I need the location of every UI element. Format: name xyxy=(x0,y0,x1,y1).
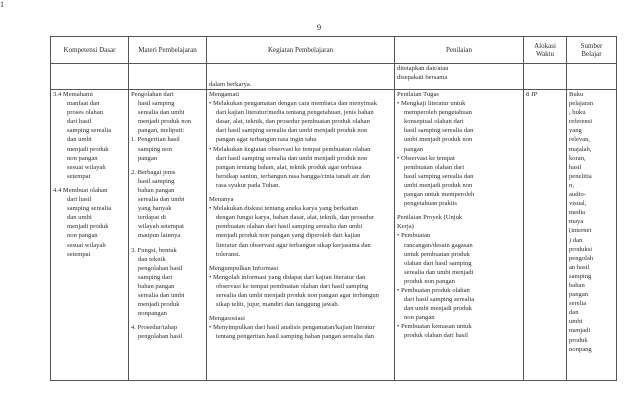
text-line: non pangan xyxy=(404,314,435,322)
text-line: dasar, alat, teknik, dan prosedur pembuatan produk olahan xyxy=(216,118,370,126)
text-line: samping serealia xyxy=(67,205,112,213)
text-line: n, xyxy=(569,181,574,189)
cont-penilaian-cell xyxy=(395,64,524,90)
text-line: literatur dan observasi agar terbangun sikap kerjasama dan xyxy=(216,241,371,249)
penilaian-cell xyxy=(395,90,524,381)
text-line: media xyxy=(569,209,586,217)
text-line: Kerja) xyxy=(397,223,414,231)
text-line: Pengolahan dari xyxy=(131,91,174,98)
text-line: • Pembuatan xyxy=(397,232,431,240)
kegiatan-cell xyxy=(207,90,395,381)
text-line: pangan xyxy=(138,154,158,162)
text-line: non pangan xyxy=(67,232,98,240)
text-line: sesuai wilayah xyxy=(67,163,106,171)
text-line: • Pembuatan kemasan untuk xyxy=(397,323,472,331)
header-penilaian: Penilaian xyxy=(395,37,524,64)
text-line: yang banyak xyxy=(138,205,172,213)
text-line: ) dan xyxy=(569,236,583,244)
text-line: konseptual olahan dari xyxy=(404,118,464,126)
header-alokasi-line: Alokasi xyxy=(534,41,556,50)
text-line: relevan, xyxy=(569,136,591,144)
text-line: • Menyimpulkan dari hasil analisis pengamatan/kajian literatur xyxy=(209,324,375,332)
text-line: serelia xyxy=(569,300,587,308)
cont-alokasi-cell xyxy=(524,64,567,90)
text-line: • Mengkaji literatur untuk xyxy=(397,100,466,108)
text-line: 3. Fungsi, bentuk xyxy=(131,246,177,254)
header-sumber-line: Sumber xyxy=(580,41,603,50)
text-line: • Melakukan diskusi tentang aneka karya yang berkaitan xyxy=(209,205,358,213)
text-line: dengan fungsi karya, bahan dasar, alat, teknik, dan prosedur xyxy=(216,214,374,222)
text-line: serealia dan umbi menjadi xyxy=(404,268,474,276)
text-line: hasil samping serealia dan xyxy=(404,127,474,135)
text-line: menjadi xyxy=(569,327,591,335)
text-line: pangan xyxy=(404,145,424,153)
text-line: menjadi produk non pangan yang diperoleh dari kajian xyxy=(216,232,361,240)
text-line: maupun lainnya xyxy=(138,232,181,240)
text-line: tentang pengertian hasil samping bahan pangan serealia dan xyxy=(216,333,375,341)
text-line: (internet xyxy=(569,227,592,235)
text-line: observasi ke tempat pembuatan olahan dari hasil samping xyxy=(216,282,369,290)
text-line: pengetahuan praktis xyxy=(404,200,457,208)
text-line: rancangan/desain gagasan xyxy=(404,241,473,249)
page-corner-mark: 1 xyxy=(0,0,4,9)
text-line: Penilaian Proyek (Unjuk xyxy=(397,214,463,222)
text-line: umbi menjadi produk non xyxy=(404,136,473,144)
text-line: produk xyxy=(569,336,588,344)
header-kegiatan-pembelajaran: Kegiatan Pembelajaran xyxy=(207,37,395,64)
alokasi-cell xyxy=(524,90,567,381)
text-line: serealia dan umbi xyxy=(138,196,185,204)
text-line: 1. Pengertian hasil xyxy=(131,136,180,144)
text-line: Penilaian Tugas xyxy=(397,91,439,98)
sumber-cell xyxy=(567,90,617,381)
table-header-row xyxy=(51,37,617,64)
text-line: setempat xyxy=(67,172,91,180)
text-line: nonpang xyxy=(569,345,592,353)
text-line: pengolahan hasil xyxy=(138,264,183,272)
text-line: samping non xyxy=(138,145,172,153)
text-line: visual, xyxy=(569,200,587,208)
text-line: sesuai wilayah xyxy=(67,241,106,249)
text-line: pelajaran xyxy=(569,100,594,108)
header-kompetensi-dasar: Kompetensi Dasar xyxy=(51,37,129,64)
text-line: non pangan xyxy=(67,154,98,162)
text-line: bersikap santun, terbangun rasa bangga/cinta tanah air dan xyxy=(216,172,371,180)
text-line: penelitia xyxy=(569,172,592,180)
text-line: koran, xyxy=(569,154,586,162)
text-line: Mengamati xyxy=(209,91,240,98)
text-line: dari hasil samping serealia dan umbi menjadi produk non xyxy=(216,154,368,162)
text-line: menjadi produk xyxy=(67,223,109,231)
text-line: hasil samping xyxy=(138,177,175,185)
text-line: pangan, meliputi: xyxy=(138,127,185,135)
text-line: manfaat dan xyxy=(67,100,100,108)
text-line: Mengumpulkan Informasi xyxy=(209,264,279,272)
text-line: pangan untuk memperoleh xyxy=(404,191,475,199)
cont-kegiatan-cell xyxy=(207,64,395,90)
text-line: • Observasi ke tempat xyxy=(397,154,455,162)
text-line: sikap teliti, jujur, mandiri dan tanggung jawab. xyxy=(216,301,340,309)
text-line: dari hasil xyxy=(67,118,92,126)
text-line: Mengasosiasi xyxy=(209,315,245,323)
materi-cell xyxy=(129,90,207,381)
text-line: dari hasil xyxy=(67,196,92,204)
text-line: pangan xyxy=(569,291,589,299)
text-line: produk non pangan xyxy=(404,277,455,285)
text-line: serealia dan umbi xyxy=(138,291,185,299)
text-line: • Melakukan kegiatan observasi ke tempat pembuatan olahan xyxy=(209,145,371,153)
text-line: umbi menjadi produk non xyxy=(404,181,473,189)
text-line: hasil samping serealia dan xyxy=(404,172,474,180)
text-line: audio- xyxy=(569,191,586,199)
text-line: 4. Prosedur/tahap xyxy=(131,324,178,332)
page-number: 9 xyxy=(316,22,322,32)
text-line: 3.4 Memahami xyxy=(53,91,93,98)
continuation-row xyxy=(51,64,617,90)
text-line: bahan xyxy=(569,281,585,289)
text-line: 2. Berbagai jenis xyxy=(131,168,176,176)
text-line: , buku xyxy=(569,109,586,117)
cont-kegiatan-text: dalam berkarya. xyxy=(209,80,252,88)
text-line: bahan pangan xyxy=(138,186,175,194)
text-line: pembuatan olahan dari hasil samping serealia dan umbi xyxy=(216,223,363,231)
text-line: an hasil xyxy=(569,263,590,271)
text-line: Menanya xyxy=(209,196,234,204)
text-line: pangan agar terbangun rasa ingin tahu xyxy=(216,136,317,144)
text-line: samping serealia xyxy=(67,127,112,135)
text-line: dan teknik xyxy=(138,255,166,263)
text-line: produksi xyxy=(569,245,593,253)
text-line: majalah, xyxy=(569,145,592,153)
text-line: umbi xyxy=(569,318,583,326)
cont-penilaian-line: ditetapkan dan/atau xyxy=(397,65,449,72)
text-line: pembuatan olahan dari xyxy=(404,163,465,171)
cont-penilaian-line: disepakati bersama xyxy=(397,74,448,82)
cont-kompetensi-cell xyxy=(51,64,129,90)
text-line: bahan pangan xyxy=(138,282,175,290)
text-line: dari kajian literatur/media tentang pengetahuan, jenis bahan xyxy=(216,109,374,117)
text-line: 4.4 Membuat olahan xyxy=(53,186,108,194)
text-line: olahan dari hasil samping xyxy=(404,259,472,267)
text-line: pengolahan hasil xyxy=(138,333,183,341)
header-materi-pembelajaran: Materi Pembelajaran xyxy=(129,37,207,64)
text-line: • Pembuatan produk olahan xyxy=(397,286,470,294)
header-sumber-belajar xyxy=(567,37,617,64)
header-waktu-line: Waktu xyxy=(535,50,555,58)
header-alokasi-waktu xyxy=(524,37,567,64)
text-line: dan umbi xyxy=(67,136,92,144)
cont-sumber-cell xyxy=(567,64,617,90)
text-line: hasil samping xyxy=(138,100,175,108)
text-line: serealia dan umbi xyxy=(138,109,185,117)
text-line: setempat xyxy=(67,250,91,258)
text-line: produk olahan dari hasil xyxy=(404,332,468,340)
text-line: untuk pembuatan produk xyxy=(404,250,470,258)
kompetensi-cell xyxy=(51,90,129,381)
text-line: yang xyxy=(569,127,582,135)
text-line: proses olahan xyxy=(67,109,104,117)
text-line: memperoleh pengetahuan xyxy=(404,109,472,117)
text-line: menjadi produk xyxy=(138,301,180,309)
syllabus-table xyxy=(50,36,617,381)
text-line: dan xyxy=(569,309,579,317)
text-line: pengolah xyxy=(569,254,594,262)
alokasi-value: 8 JP xyxy=(526,91,538,98)
cont-materi-cell xyxy=(129,64,207,90)
text-line: dan umbi xyxy=(67,214,92,222)
text-line: hasil xyxy=(569,163,582,171)
text-line: serealia dan umbi menjadi produk non pangan agar terbangun xyxy=(216,291,379,299)
text-line: maya xyxy=(569,218,584,226)
text-line: dan umbi menjadi produk xyxy=(404,305,472,313)
header-belajar-line: Belajar xyxy=(581,50,602,58)
text-line: samping dari xyxy=(138,273,173,281)
text-line: samping xyxy=(569,272,592,280)
text-line: • Melakukan pengamatan dengan cara membaca dan menyimak xyxy=(209,100,377,108)
text-line: menjadi produk xyxy=(67,145,109,153)
text-line: terdapat di xyxy=(138,214,167,222)
text-line: toleransi. xyxy=(216,250,241,258)
text-line: Buku xyxy=(569,91,584,98)
text-line: wilayah setempat xyxy=(138,223,184,231)
text-line: pangan tentang bahan, alat, teknik produk agar terbiasa xyxy=(216,163,362,171)
text-line: dari hasil samping serealia dan umbi menjadi produk non xyxy=(216,127,368,135)
text-line: referensi xyxy=(569,118,593,126)
text-line: menjadi produk non xyxy=(138,118,192,126)
text-line: nonpangan xyxy=(138,310,167,318)
main-row xyxy=(51,90,617,381)
text-line: dari hasil samping serealia xyxy=(404,296,475,304)
text-line: • Mengolah informasi yang didapat dari kajian literatur dan xyxy=(209,273,366,281)
text-line: rasa syukur pada Tuhan. xyxy=(216,181,281,189)
